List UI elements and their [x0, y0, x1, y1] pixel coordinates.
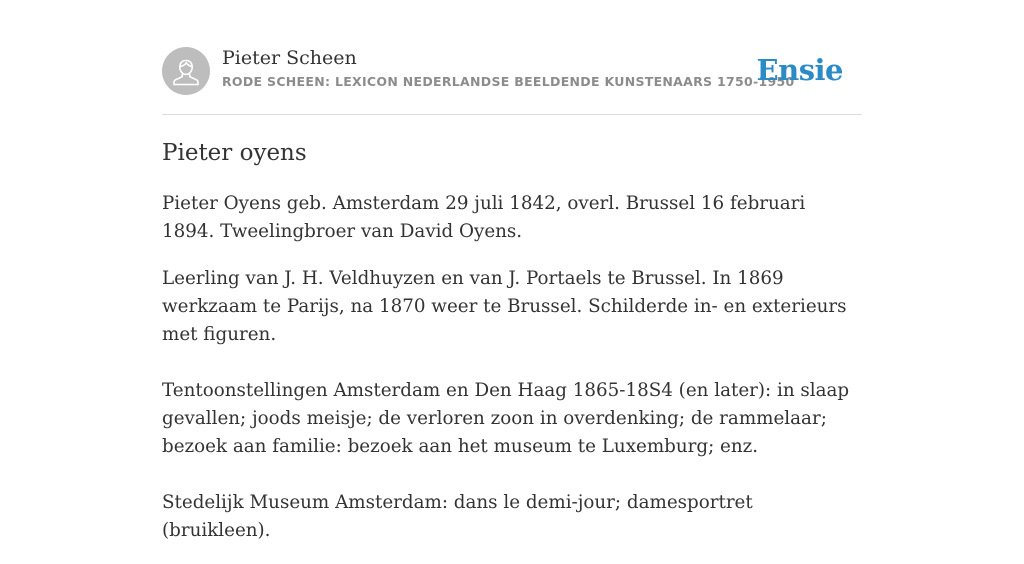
user-avatar-icon[interactable] — [162, 47, 210, 95]
paragraph-training: Leerling van J. H. Veldhuyzen en van J. Portaels te Brussel. In 1869 werkzaam te Parijs, na 1870 weer te Brussel. Schilderde in- en exterieurs met figuren. — [162, 268, 847, 345]
brand-logo[interactable]: Ensie — [756, 53, 843, 87]
paragraph-exhibitions: Tentoonstellingen Amsterdam en Den Haag 1865-18S4 (en later): in slaap gevallen; joods meisje; de verloren zoon in overdenking; de rammelaar; bezoek aan familie: bezoek aan het museum te Luxemburg; enz. — [162, 380, 850, 457]
author-name[interactable]: Pieter Scheen — [222, 47, 357, 69]
article-header — [162, 46, 862, 115]
article-title: Pieter oyens — [162, 140, 307, 166]
paragraph-collections: Stedelijk Museum Amsterdam: dans le demi-jour; damesportret (bruikleen). — [162, 492, 753, 541]
paragraph-biography: Pieter Oyens geb. Amsterdam 29 juli 1842, overl. Brussel 16 februari 1894. Tweelingbroer van David Oyens. — [162, 193, 806, 242]
article-body — [162, 190, 862, 564]
source-label[interactable]: RODE SCHEEN: LEXICON NEDERLANDSE BEELDENDE KUNSTENAARS 1750-1950 — [222, 74, 795, 89]
